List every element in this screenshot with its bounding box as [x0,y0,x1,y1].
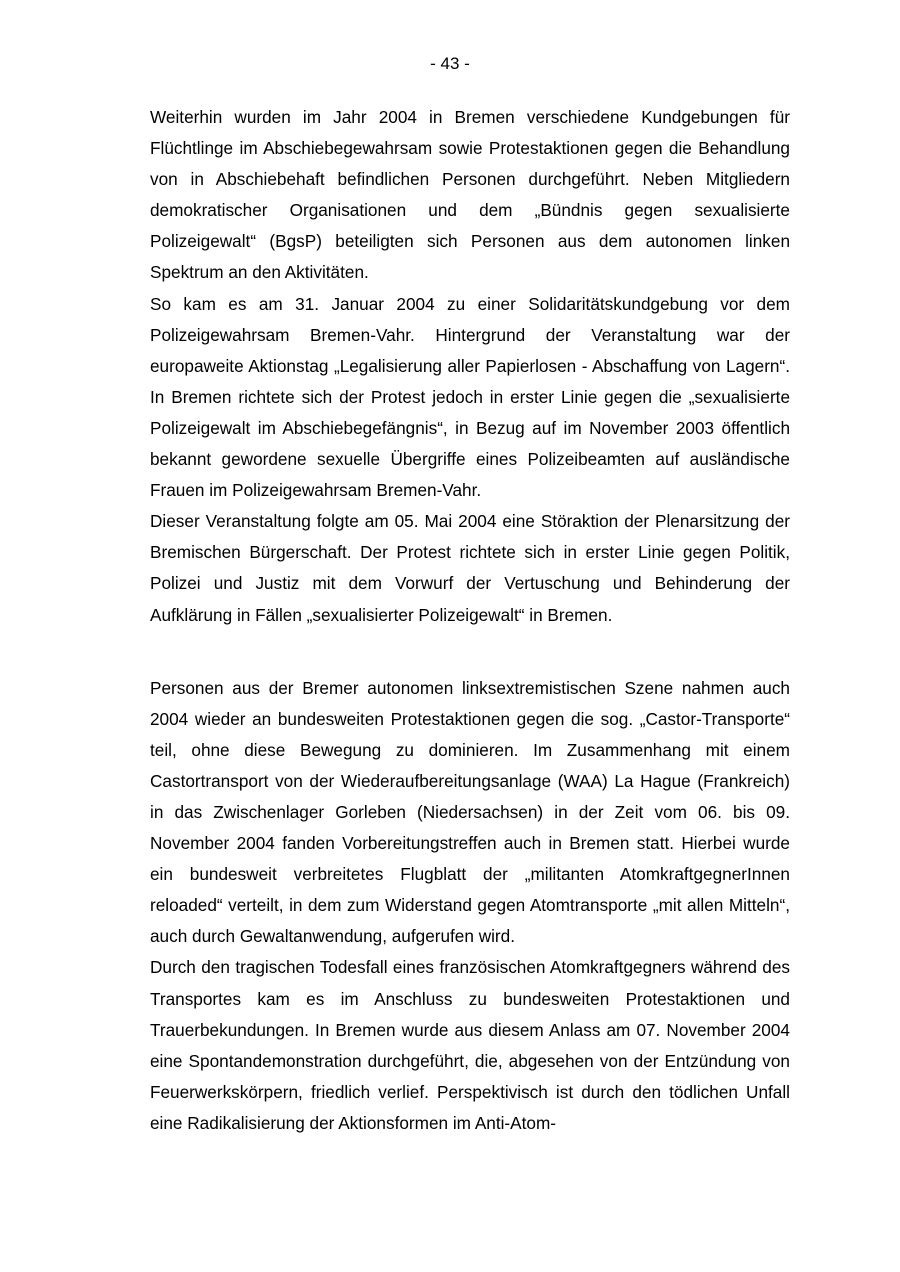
page-number: - 43 - [430,54,470,73]
section-spacer [150,631,790,673]
paragraph-solidarity-rally: So kam es am 31. Januar 2004 zu einer Solidaritätskundgebung vor dem Polizeigewahrsam Bremen-Vahr. Hintergrund der Veranstaltung war der europaweite Aktionstag „Legalisierung aller Papierlosen - Abschaffung von Lagern“. In Bremen richtete sich der Protest jedoch in erster Linie gegen die „sexualisierte Polizeigewalt im Abschiebegefängnis“, in Bezug auf im November 2003 öffentlich bekannt gewordene sexuelle Übergriffe eines Polizeibeamten auf ausländische Frauen im Polizeigewahrsam Bremen-Vahr. [150,293,790,501]
document-body [150,102,790,1139]
paragraph-deportation-protests: Weiterhin wurden im Jahr 2004 in Bremen verschiedene Kundgebungen für Flüchtlinge im Abschiebegewahrsam sowie Protestaktionen gegen die Behandlung von in Abschiebehaft befindlichen Personen durchgeführt. Neben Mitgliedern demokratischer Organisationen und dem „Bündnis gegen sexualisierte Polizeigewalt“ (BgsP) beteiligten sich Personen aus dem autonomen linken Spektrum an den Aktivitäten. [150,107,790,283]
paragraph-castor-transports: Personen aus der Bremer autonomen linksextremistischen Szene nahmen auch 2004 wieder an bundesweiten Protestaktionen gegen die sog. „Castor-Transporte“ teil, ohne diese Bewegung zu dominieren. Im Zusammenhang mit einem Castortransport von der Wiederaufbereitungsanlage (WAA) La Hague (Frankreich) in das Zwischenlager Gorleben (Niedersachsen) in der Zeit vom 06. bis 09. November 2004 fanden Vorbereitungstreffen auch in Bremen statt. Hierbei wurde ein bundesweit verbreitetes Flugblatt der „militanten AtomkraftgegnerInnen reloaded“ verteilt, in dem zum Widerstand gegen Atomtransporte „mit allen Mitteln“, auch durch Gewaltanwendung, aufgerufen wird. [150,677,790,947]
paragraph-parliament-disruption: Dieser Veranstaltung folgte am 05. Mai 2004 eine Störaktion der Plenarsitzung der Bremischen Bürgerschaft. Der Protest richtete sich in erster Linie gegen Politik, Polizei und Justiz mit dem Vorwurf der Vertuschung und Behinderung der Aufklärung in Fällen „sexualisierter Polizeigewalt“ in Bremen. [150,511,790,625]
paragraph-fatal-accident: Durch den tragischen Todesfall eines französischen Atomkraftgegners während des Transportes kam es im Anschluss zu bundesweiten Protestaktionen und Trauerbekundungen. In Bremen wurde aus diesem Anlass am 07. November 2004 eine Spontandemonstration durchgeführt, die, abgesehen von der Entzündung von Feuerwerkskörpern, friedlich verlief. Perspektivisch ist durch den tödlichen Unfall eine Radikalisierung der Aktionsformen im Anti-Atom- [150,957,790,1133]
